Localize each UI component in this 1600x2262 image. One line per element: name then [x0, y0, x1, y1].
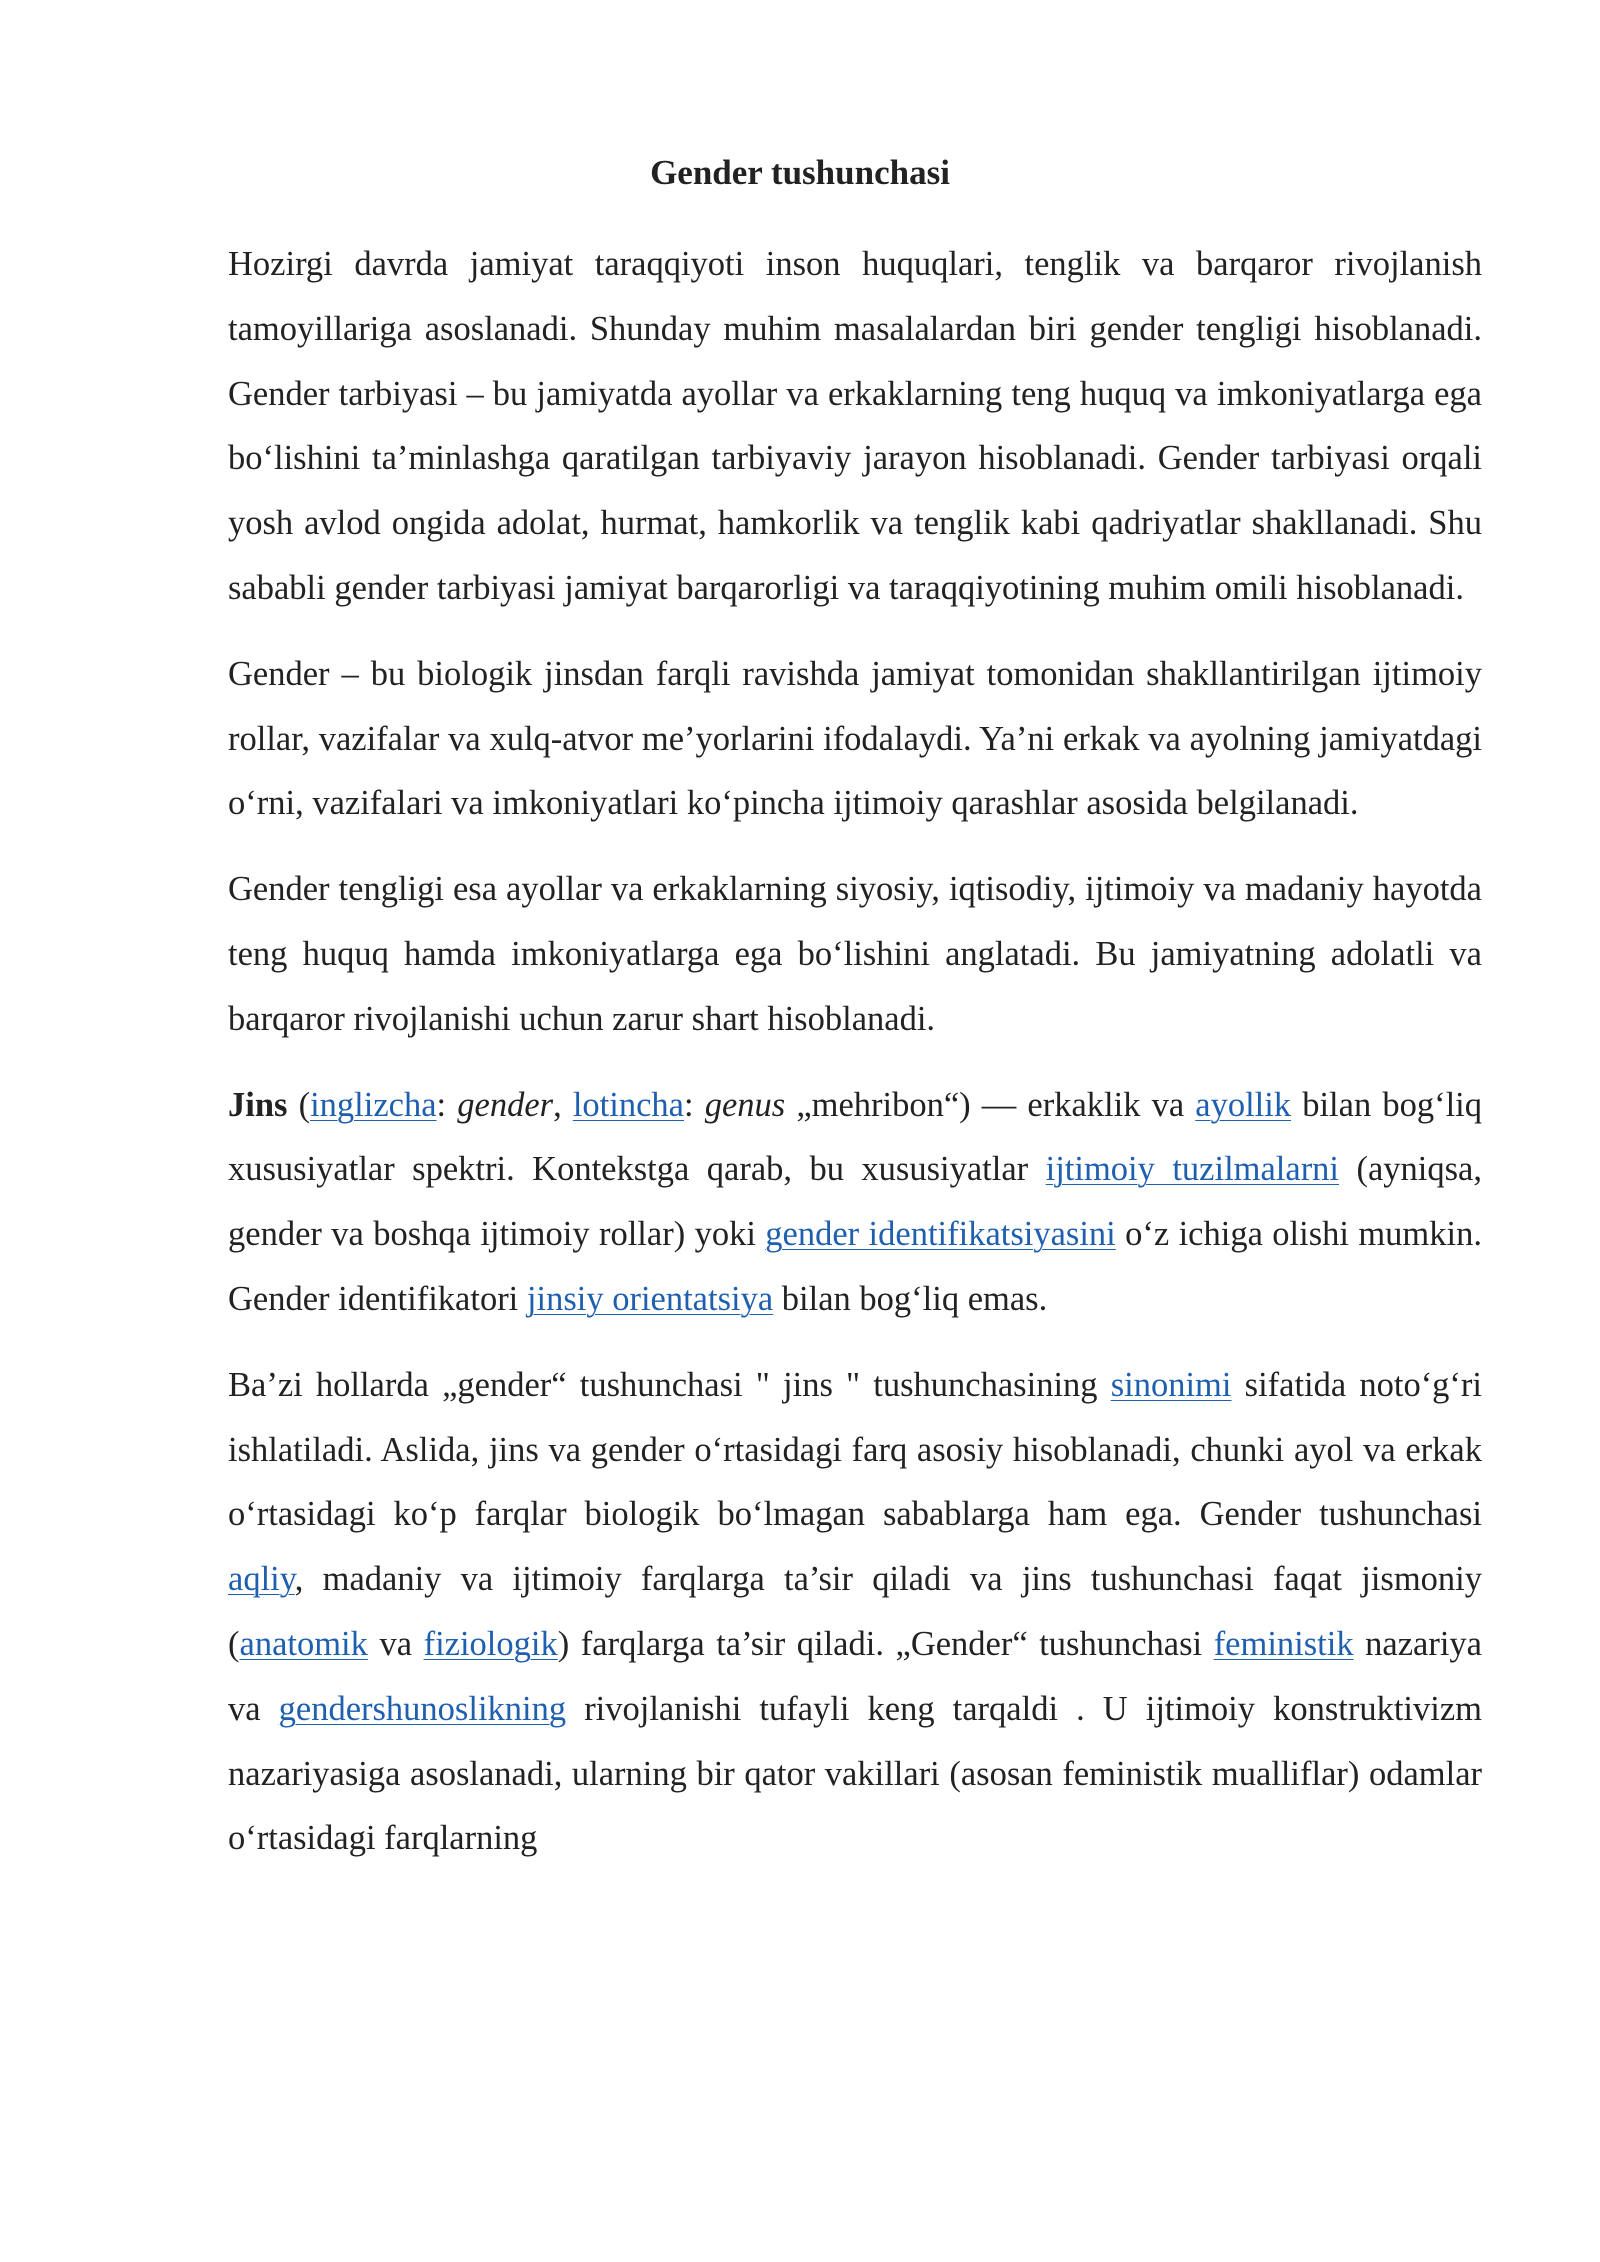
- text-run: ) farqlarga ta’sir qiladi. „Gender“ tushunchasi: [557, 1624, 1214, 1663]
- text-run: nazariya va: [228, 1624, 1482, 1728]
- link-inglizcha[interactable]: inglizcha: [310, 1085, 437, 1124]
- link-anatomik[interactable]: anatomik: [239, 1624, 368, 1663]
- text-run: Ba’zi hollarda „gender“ tushunchasi " jins " tushunchasining: [228, 1365, 1111, 1404]
- link-gendershunoslikning[interactable]: gendershunoslikning: [278, 1689, 567, 1728]
- paragraph-2: Gender – bu biologik jinsdan farqli ravishda jamiyat tomonidan shakllantirilgan ijtimoiy rollar, vazifalar va xulq-atvor me’yorlarini ifodalaydi. Ya’ni erkak va ayolning jamiyatdagi o‘rni, vazifalari va imkoniyatlari ko‘pincha ijtimoiy qarashlar asosida belgilanadi.: [228, 654, 1482, 823]
- text-run: o‘z ichiga olishi mumkin. Gender identifikatori: [228, 1215, 1482, 1318]
- italic-genus: genus: [704, 1085, 786, 1124]
- paragraph-1: Hozirgi davrda jamiyat taraqqiyoti inson huquqlari, tenglik va barqaror rivojlanish tamoyillariga asoslanadi. Shunday muhim masalalardan biri gender tengligi hisoblanadi. Gender tarbiyasi – bu jamiyatda ayollar va erkaklarning teng huquq va imkoniyatlarga ega bo‘lishini ta’minlashga qaratilgan tarbiyaviy jarayon hisoblanadi. Gender tarbiyasi orqali yosh avlod ongida adolat, hurmat, hamkorlik va tenglik kabi qadriyatlar shakllanadi. Shu sababli gender tarbiyasi jamiyat barqarorligi va taraqqiyotining muhim omili hisoblanadi.: [228, 245, 1482, 607]
- text-run: sifatida noto‘g‘ri ishlatiladi. Aslida, jins va gender o‘rtasidagi farq asosiy hisoblanadi, chunki ayol va erkak o‘rtasidagi ko‘p farqlar biologik bo‘lmagan sabablarga ham ega. Gender tushunchasi: [228, 1365, 1482, 1534]
- text-run: , madaniy va ijtimoiy farqlarga ta’sir qiladi va jins tushunchasi faqat jismoniy (: [228, 1560, 1482, 1663]
- term-jins: Jins: [228, 1085, 288, 1124]
- link-ayollik[interactable]: ayollik: [1195, 1085, 1292, 1124]
- link-fiziologik[interactable]: fiziologik: [423, 1624, 558, 1663]
- text-run: va: [367, 1624, 424, 1663]
- link-gender-identifikatsiyasini[interactable]: gender identifikatsiyasini: [765, 1215, 1116, 1254]
- link-jinsiy-orientatsiya[interactable]: jinsiy orientatsiya: [526, 1279, 774, 1318]
- paragraph-5: [228, 1353, 1482, 1871]
- text-run: bilan bog‘liq emas.: [773, 1279, 1048, 1318]
- link-aqliy[interactable]: aqliy: [228, 1560, 295, 1599]
- link-ijtimoiy-tuzilmalarni[interactable]: ijtimoiy tuzilmalarni: [1045, 1150, 1340, 1189]
- paragraph-4: [228, 1073, 1482, 1332]
- paragraph-3: Gender tengligi esa ayollar va erkaklarning siyosiy, iqtisodiy, ijtimoiy va madaniy hayotda teng huquq hamda imkoniyatlarga ega bo‘lishini anglatadi. Bu jamiyatning adolatli va barqaror rivojlanishi uchun zarur shart hisoblanadi.: [228, 870, 1482, 1038]
- page-title: Gender tushunchasi: [650, 153, 950, 192]
- text-run: (: [287, 1085, 311, 1124]
- link-feministik[interactable]: feministik: [1213, 1624, 1354, 1663]
- text-run: „mehribon“) — erkaklik va: [785, 1085, 1196, 1124]
- text-run: :: [683, 1085, 705, 1124]
- text-run: ,: [553, 1085, 573, 1124]
- text-run: (ayniqsa, gender va boshqa ijtimoiy rollar) yoki: [228, 1150, 1482, 1254]
- document-body: [228, 232, 1482, 1892]
- italic-gender: gender: [457, 1085, 554, 1124]
- text-run: rivojlanishi tufayli keng tarqaldi . U ijtimoiy konstruktivizm nazariyasiga asoslanadi, ularning bir qator vakillari (asosan feministik mualliflar) odamlar o‘rtasidagi farqlarning: [228, 1689, 1482, 1858]
- text-run: bilan bog‘liq xususiyatlar spektri. Kontekstga qarab, bu xususiyatlar: [228, 1085, 1482, 1189]
- text-run: :: [436, 1085, 458, 1124]
- link-lotincha[interactable]: lotincha: [572, 1085, 684, 1124]
- link-sinonimi[interactable]: sinonimi: [1110, 1365, 1232, 1404]
